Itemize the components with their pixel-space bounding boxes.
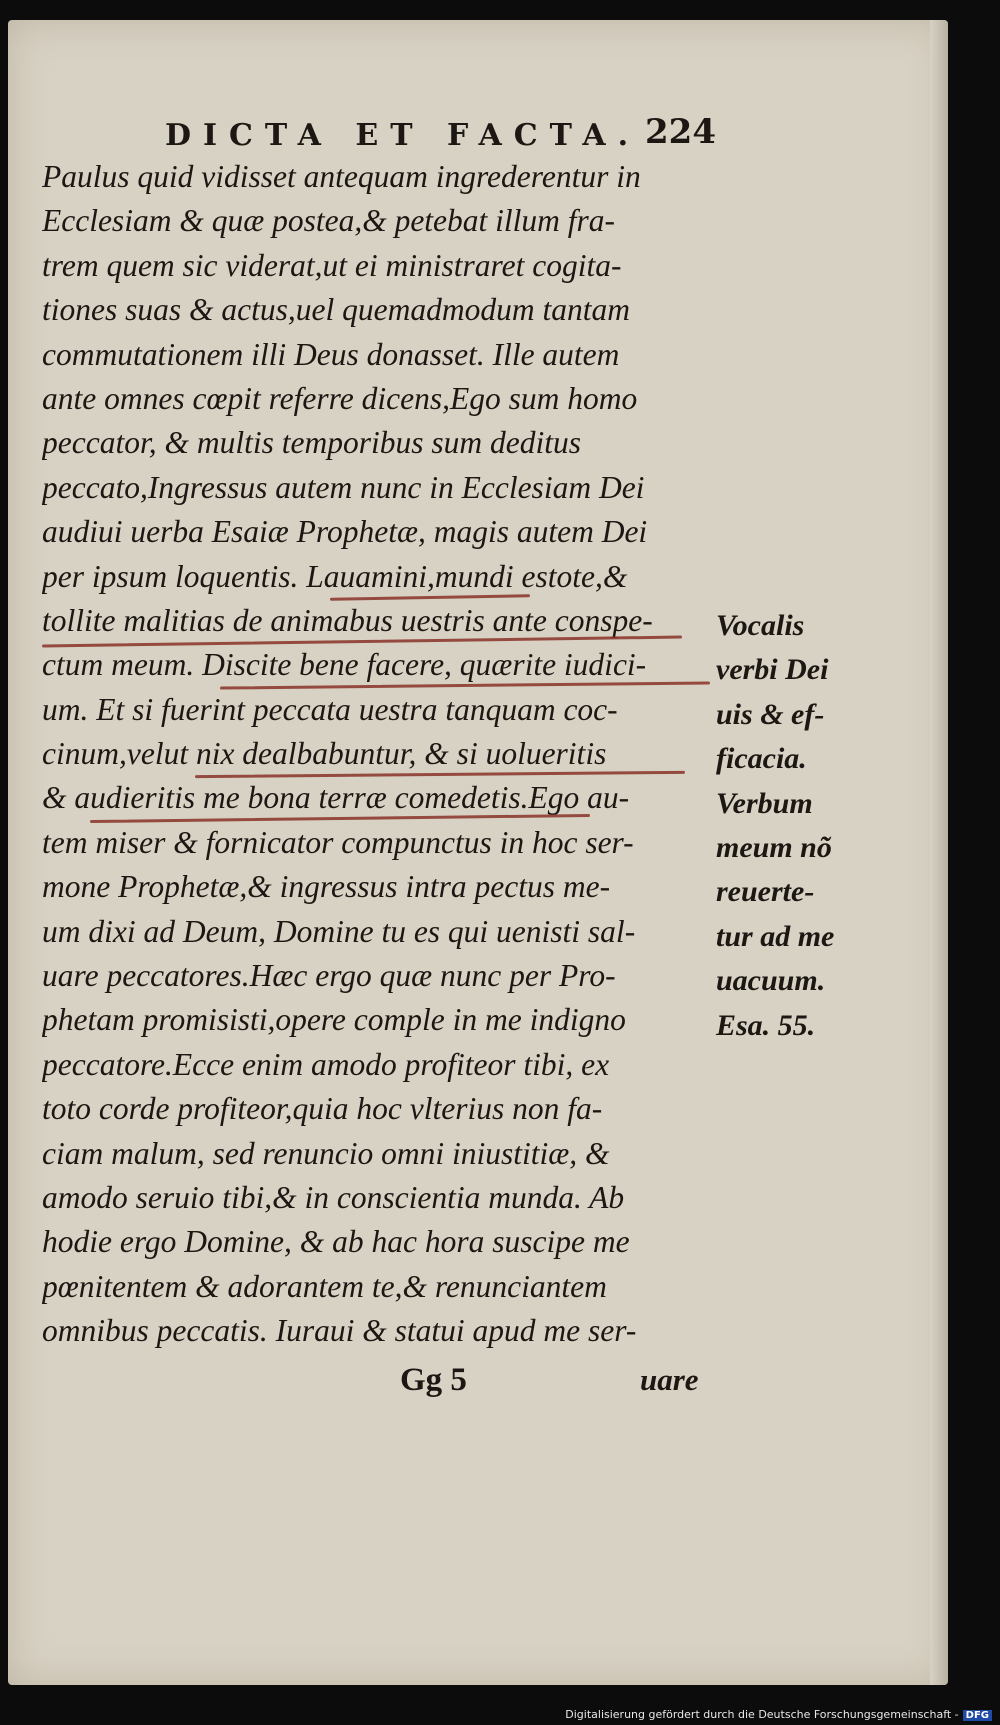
text-line: amodo seruio tibi,& in conscientia munda. Ab [42, 1179, 625, 1215]
text-line: Paulus quid vidisset antequam ingrederentur in [42, 159, 641, 194]
text-line: trem quem sic viderat,ut ei ministraret cogita- [42, 247, 622, 283]
text-line: & audieritis me bona terræ comedetis.Ego au- [42, 780, 630, 816]
body-text [42, 155, 707, 1354]
text-line: cinum,velut nix dealbabuntur, & si uolueritis [42, 736, 607, 772]
text-line: audiui uerba Esaiæ Prophetæ, magis autem Dei [42, 514, 648, 550]
margin-note-line: Vocalis [716, 609, 805, 642]
text-line: pœnitentem & adorantem te,& renunciantem [42, 1268, 607, 1304]
margin-note-line: Esa. 55. [716, 1008, 816, 1042]
text-line: omnibus peccatis. Iuraui & statui apud me ser- [42, 1313, 637, 1349]
text-line: ctum meum. Discite bene facere, quærite iudici- [42, 647, 647, 683]
text-line: ciam malum, sed renuncio omni iniustitiæ, & [42, 1135, 610, 1171]
text-line: peccator, & multis temporibus sum deditus [42, 425, 581, 461]
text-line: commutationem illi Deus donasset. Ille autem [42, 336, 620, 372]
margin-note [716, 604, 936, 1048]
text-line: peccatore.Ecce enim amodo profiteor tibi, ex [42, 1046, 610, 1082]
text-line: ante omnes cœpit referre dicens,Ego sum homo [42, 380, 638, 416]
text-line: tollite malitias de animabus uestris ante conspe- [42, 602, 653, 638]
text-line: tiones suas & actus,uel quemadmodum tantam [42, 292, 630, 328]
margin-note-line: reuerte- [716, 875, 815, 909]
page-number: 224 [645, 112, 716, 152]
text-line: phetam promisisti,opere comple in me indigno [42, 1002, 626, 1038]
text-line: tem miser & fornicator compunctus in hoc ser- [42, 824, 634, 860]
margin-note-line: meum nõ [716, 830, 832, 864]
text-line: per ipsum loquentis. Lauamini,mundi estote,& [42, 558, 628, 594]
margin-note-line: uis & ef- [716, 697, 825, 731]
text-line: uare peccatores.Hæc ergo quæ nunc per Pro- [42, 958, 616, 994]
margin-note-line: verbi Dei [716, 653, 829, 687]
text-line: um dixi ad Deum, Domine tu es qui uenisti sal- [42, 913, 636, 949]
digitization-credit [565, 1708, 992, 1721]
catchword: uare [640, 1362, 699, 1397]
text-line: peccato,Ingressus autem nunc in Ecclesiam Dei [42, 469, 645, 505]
text-line: hodie ergo Domine, & ab hac hora suscipe me [42, 1224, 630, 1260]
margin-note-line: Verbum [716, 786, 813, 820]
dfg-logo: DFG [963, 1710, 992, 1721]
running-title: DICTA ET FACTA. [165, 118, 641, 153]
text-line: toto corde profiteor,quia hoc vlterius non fa- [42, 1091, 603, 1127]
margin-note-line: tur ad me [716, 919, 835, 953]
credit-text: Digitalisierung gefördert durch die Deutsche Forschungsgemeinschaft - [565, 1708, 959, 1721]
text-line: um. Et si fuerint peccata uestra tanquam coc- [42, 691, 618, 727]
text-line: mone Prophetæ,& ingressus intra pectus me- [42, 869, 611, 905]
margin-note-line: ficacia. [716, 742, 807, 776]
signature-mark: Gg 5 [400, 1362, 467, 1398]
text-line: Ecclesiam & quæ postea,& petebat illum fra- [42, 203, 616, 239]
margin-note-line: uacuum. [716, 964, 826, 998]
